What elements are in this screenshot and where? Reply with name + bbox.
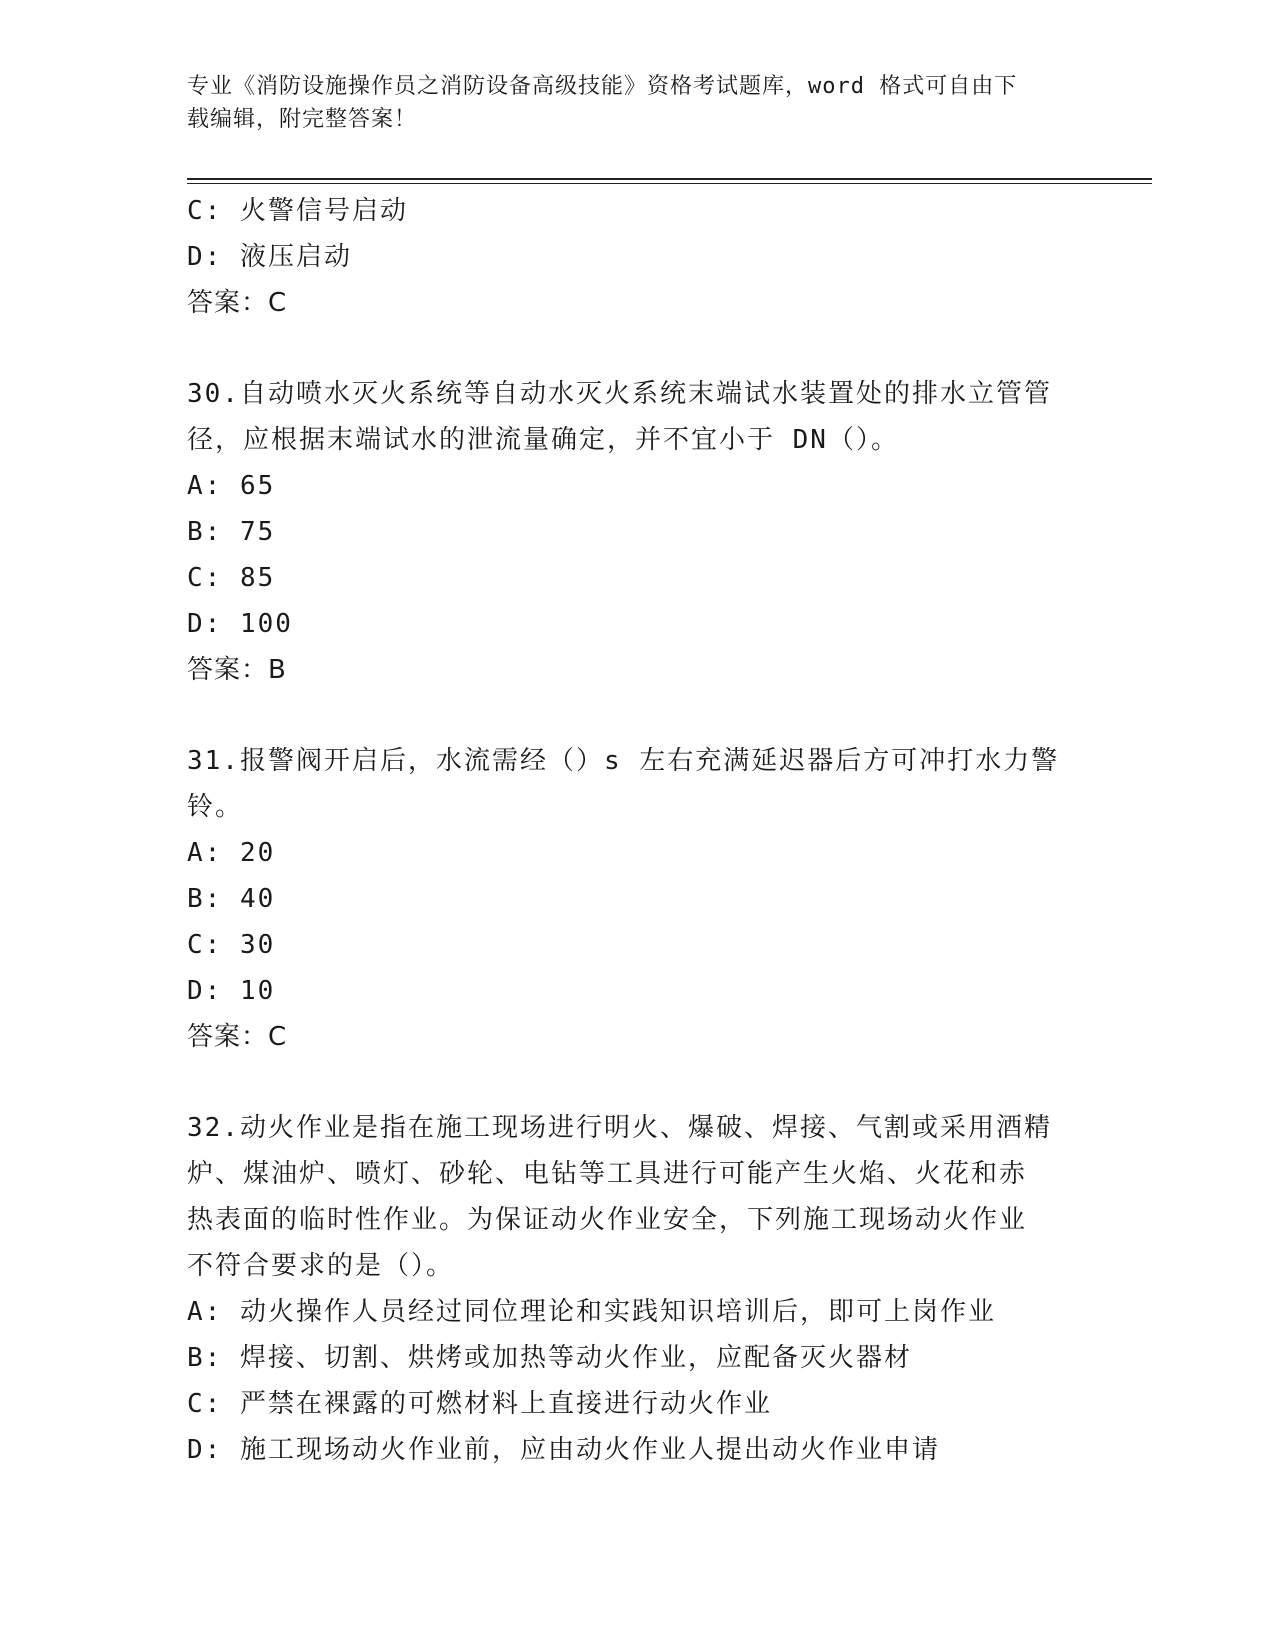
option-b: B: 焊接、切割、烘烤或加热等动火作业，应配备灭火器材 [187,1343,912,1373]
option-a: A: 65 [187,471,276,501]
answer-label: 答案：C [187,288,288,318]
question-text-line: 32.动火作业是指在施工现场进行明火、爆破、焊接、气割或采用酒精 [187,1113,1052,1143]
header-line-1: 专业《消防设施操作员之消防设备高级技能》资格考试题库，word 格式可自由下 [187,74,1018,99]
option-c: C: 85 [187,563,276,593]
option-d: D: 施工现场动火作业前，应由动火作业人提出动火作业申请 [187,1435,940,1465]
option-c: C: 严禁在裸露的可燃材料上直接进行动火作业 [187,1389,772,1419]
document-header [187,70,1087,136]
question-text-line: 30.自动喷水灭火系统等自动水灭火系统末端试水装置处的排水立管管 [187,379,1052,409]
option-d: D: 10 [187,976,276,1006]
header-divider [187,178,1152,184]
option-d: D: 100 [187,609,293,639]
question-30 [187,371,1087,693]
question-32 [187,1105,1087,1473]
option-a: A: 20 [187,838,276,868]
question-text-line: 不符合要求的是（）。 [187,1251,455,1281]
header-line-2: 载编辑，附完整答案！ [187,107,418,132]
option-b: B: 75 [187,517,276,547]
option-a: A: 动火操作人员经过同位理论和实践知识培训后，即可上岗作业 [187,1297,996,1327]
question-31 [187,738,1087,1060]
question-list [187,188,1087,1473]
answer-label: 答案：B [187,655,287,685]
option-c: C: 30 [187,930,276,960]
question-text-line: 31.报警阀开启后，水流需经（）s 左右充满延迟器后方可冲打水力警 [187,746,1060,776]
question-text-line: 热表面的临时性作业。为保证动火作业安全，下列施工现场动火作业 [187,1205,1028,1235]
option-d: D: 液压启动 [187,242,352,272]
answer-label: 答案：C [187,1022,288,1052]
question-29-tail [187,188,1087,326]
question-text-line: 炉、煤油炉、喷灯、砂轮、电钻等工具进行可能产生火焰、火花和赤 [187,1159,1028,1189]
question-text-line: 径，应根据末端试水的泄流量确定，并不宜小于 DN（）。 [187,425,899,455]
option-c: C: 火警信号启动 [187,196,408,226]
option-b: B: 40 [187,884,276,914]
question-text-line: 铃。 [187,792,244,822]
